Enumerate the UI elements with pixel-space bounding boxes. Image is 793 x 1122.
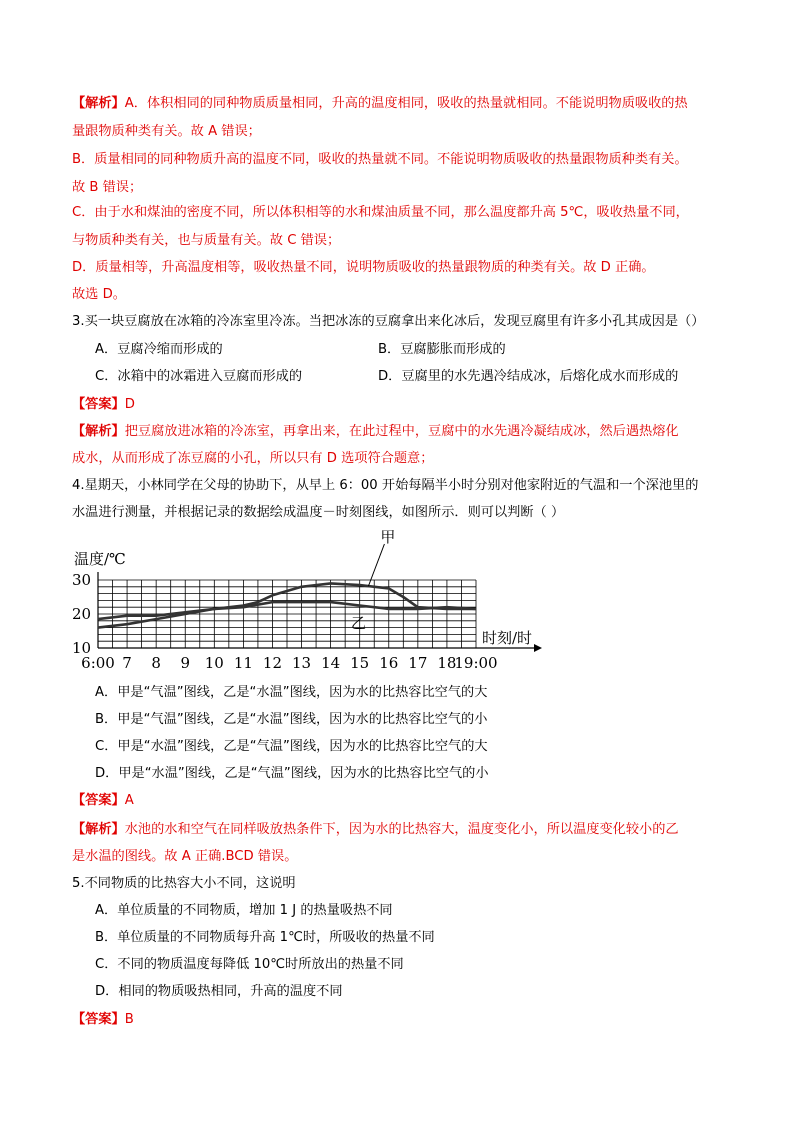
q4-answer-label: 【答案】 <box>72 793 125 808</box>
q3-option-b: B．豆腐膨胀而形成的 <box>378 342 506 357</box>
q2-analysis-line-1: 【解析】A．体积相同的同种物质质量相同，升高的温度相同，吸收的热量就相同。不能说明物质吸收的热 <box>72 96 688 111</box>
x-tick-label: 19:00 <box>454 654 498 672</box>
q4-analysis-line-1: 【解析】水池的水和空气在同样吸放热条件下，因为水的比热容大，温度变化小，所以温度变化较小的乙 <box>72 822 679 837</box>
x-tick-label: 8 <box>151 654 161 672</box>
q5-stem: 5.不同物质的比热容大小不同，这说明 <box>72 876 296 891</box>
y-tick-label: 20 <box>72 605 92 623</box>
x-tick-label: 9 <box>180 654 191 672</box>
q3-options-row-1 <box>95 341 506 359</box>
q4-option-b: B．甲是“气温”图线，乙是“水温”图线，因为水的比热容比空气的小 <box>95 712 488 727</box>
x-tick-label: 11 <box>233 654 253 672</box>
q5-option-d: D．相同的物质吸热相同，升高的温度不同 <box>95 984 343 999</box>
q4-analysis-line-2: 是水温的图线。故 A 正确.BCD 错误。 <box>72 849 298 864</box>
q5-answer-value: B <box>124 1012 134 1027</box>
q3-analysis-line-1: 【解析】把豆腐放进冰箱的冷冻室，再拿出来，在此过程中，豆腐中的水先遇冷凝结成冰，然后遇热熔化 <box>72 424 679 439</box>
q3-analysis-line-2: 成水，从而形成了冻豆腐的小孔，所以只有 D 选项符合题意； <box>72 451 434 466</box>
q4-option-a: A．甲是“气温”图线，乙是“水温”图线，因为水的比热容比空气的大 <box>95 685 488 700</box>
y-tick-label: 10 <box>72 639 92 657</box>
y-tick-label: 30 <box>72 571 92 589</box>
q2-analysis-line-3: B．质量相同的同种物质升高的温度不同，吸收的热量就不同。不能说明物质吸收的热量跟物质种类有关。 <box>72 152 688 167</box>
q2-analysis-line-4: 故 B 错误； <box>72 180 143 195</box>
q5-option-b: B．单位质量的不同物质每升高 1℃时，所吸收的热量不同 <box>95 930 435 945</box>
q4-option-c: C．甲是“水温”图线，乙是“气温”图线，因为水的比热容比空气的大 <box>95 739 488 754</box>
q5-option-c: C．不同的物质温度每降低 10℃时所放出的热量不同 <box>95 957 404 972</box>
x-tick-label: 12 <box>262 654 283 672</box>
x-tick-label: 6:00 <box>81 654 115 672</box>
q4-answer <box>72 792 134 810</box>
y-axis-label: 温度/℃ <box>74 550 126 568</box>
x-tick-label: 15 <box>350 654 370 672</box>
x-tick-label: 13 <box>291 654 312 672</box>
temperature-time-chart <box>66 530 546 680</box>
q2-analysis-label: 【解析】 <box>72 96 125 111</box>
q2-analysis-line-6: 与物质种类有关，也与质量有关。故 C 错误； <box>72 233 341 248</box>
q3-option-c: C．冰箱中的冰霜进入豆腐而形成的 <box>95 369 303 384</box>
q3-answer <box>72 396 135 414</box>
x-tick-label: 17 <box>408 654 428 672</box>
q3-option-d: D．豆腐里的水先遇冷结成冰，后熔化成水而形成的 <box>378 369 679 384</box>
q3-option-a: A．豆腐冷缩而形成的 <box>95 342 223 357</box>
x-axis-label: 时刻/时 <box>482 629 533 647</box>
q2-analysis-line-8: 故选 D。 <box>72 287 126 302</box>
x-tick-label: 16 <box>379 654 399 672</box>
q4-stem-line-2: 水温进行测量，并根据记录的数据绘成温度－时刻图线，如图所示．则可以判断（ ） <box>72 505 565 520</box>
series-label-yi: 乙 <box>351 614 367 632</box>
q2-analysis-line-2: 量跟物质种类有关。故 A 错误； <box>72 124 261 139</box>
x-tick-label: 10 <box>204 654 224 672</box>
q3-options-row-2 <box>95 368 679 386</box>
q5-answer-label: 【答案】 <box>72 1012 125 1027</box>
q2-analysis-line-7: D．质量相等，升高温度相等，吸收热量不同，说明物质吸收的热量跟物质的种类有关。故 D 正确。 <box>72 260 655 275</box>
series-label-jia: 甲 <box>380 528 396 546</box>
q4-answer-value: A <box>124 793 134 808</box>
x-tick-label: 7 <box>122 654 132 672</box>
x-tick-label: 18 <box>437 654 457 672</box>
q4-stem-line-1: 4.星期天，小林同学在父母的协助下，从早上 6：00 开始每隔半小时分别对他家附近的气温和一个深池里的 <box>72 478 699 493</box>
q4-option-d: D．甲是“水温”图线，乙是“气温”图线，因为水的比热容比空气的小 <box>95 766 489 781</box>
x-tick-label: 14 <box>321 654 341 672</box>
q3-answer-label: 【答案】 <box>72 397 125 412</box>
q3-stem: 3.买一块豆腐放在冰箱的冷冻室里冷冻。当把冰冻的豆腐拿出来化冰后，发现豆腐里有许多小孔其成因是（） <box>72 314 705 329</box>
x-axis-arrow-icon <box>534 644 542 652</box>
q2-analysis-line-5: C．由于水和煤油的密度不同，所以体积相等的水和煤油质量不同，那么温度都升高 5℃，吸收热量不同， <box>72 205 689 220</box>
q3-answer-value: D <box>124 397 135 412</box>
q5-option-a: A．单位质量的不同物质，增加 1 J 的热量吸热不同 <box>95 903 393 918</box>
q4-analysis-label: 【解析】 <box>72 822 125 837</box>
q3-analysis-label: 【解析】 <box>72 424 125 439</box>
q5-answer <box>72 1011 134 1029</box>
